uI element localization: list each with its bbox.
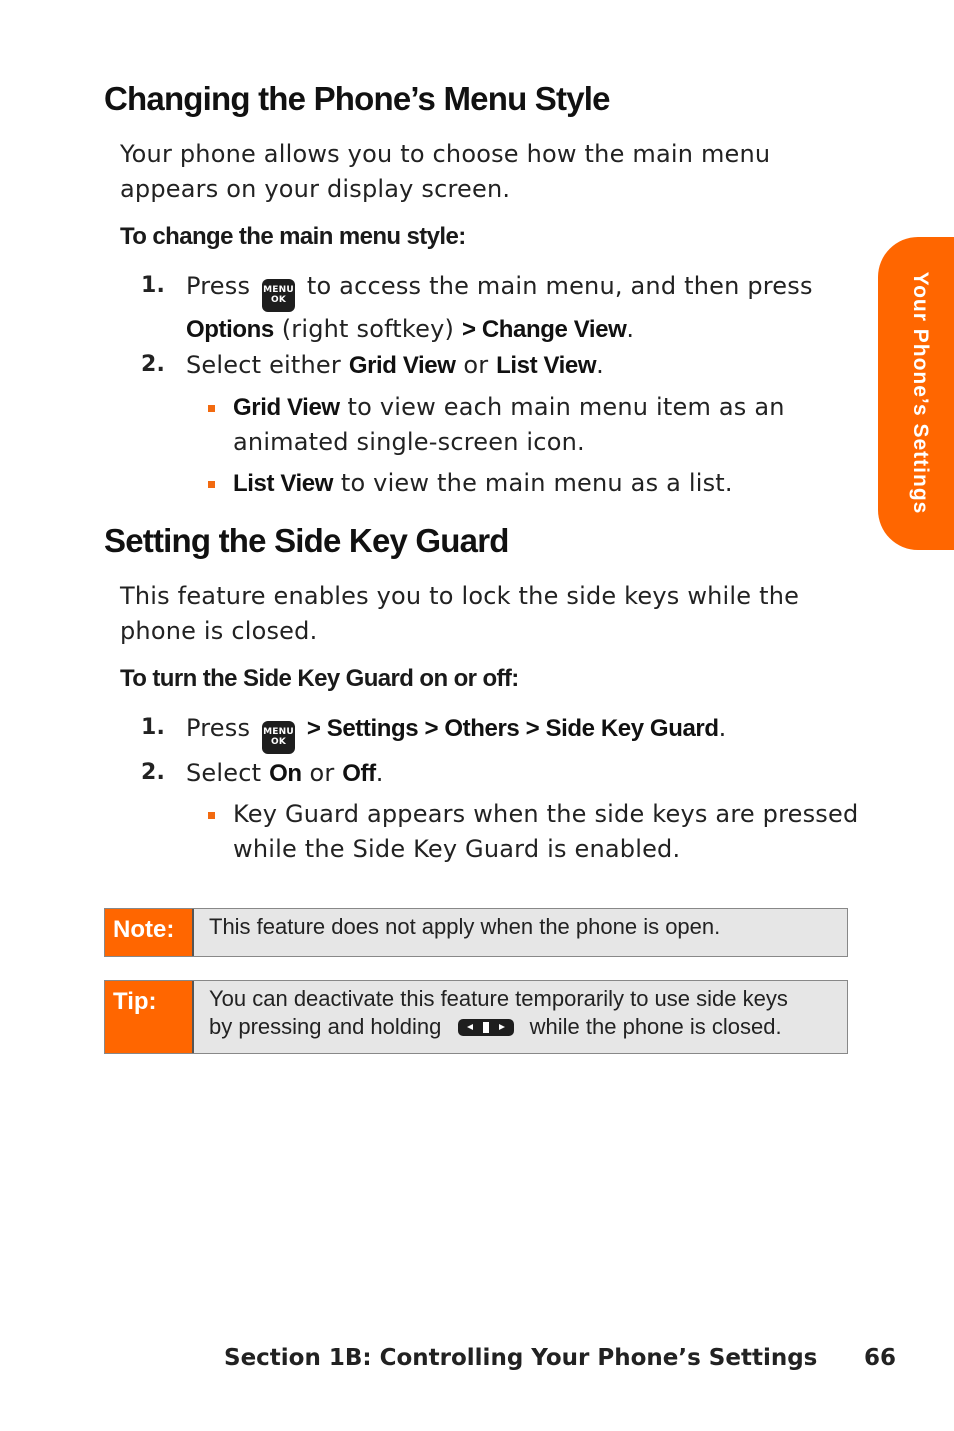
footer-section: Section 1B: Controlling Your Phone’s Settings [224,1345,818,1371]
tip-text: You can deactivate this feature temporarily to use side keys by pressing and holding while the phone is closed. [209,986,788,1039]
options-term: Options [186,316,274,343]
menu-ok-key-icon: MENU OK [262,279,295,312]
step-text: Press [186,272,251,300]
on-term: On [269,760,302,787]
side-key-guard-path: > Settings > Others > Side Key Guard [306,715,719,742]
step-number: 2. [141,352,166,377]
page-number: 66 [864,1345,897,1371]
step-text: Press [186,714,251,742]
note-text: This feature does not apply when the phone is open. [209,914,721,939]
grid-view-term: Grid View [348,352,456,379]
step-number: 1. [141,715,166,740]
side-key-intro: This feature enables you to lock the side keys while the phone is closed. [120,582,800,645]
menu-style-intro: Your phone allows you to choose how the main menu appears on your display screen. [120,140,771,203]
step-text: to access the main menu, and then press [306,272,813,300]
note-label: Note: [105,909,194,956]
step-text: Select [186,759,262,787]
side-key-icon [458,1019,514,1036]
change-view-path: > Change View [461,316,627,343]
off-term: Off [342,760,376,787]
heading-menu-style: Changing the Phone’s Menu Style [104,80,610,117]
step-number: 2. [141,760,166,785]
softkey-text: (right softkey) [281,315,455,343]
side-key-subheading: To turn the Side Key Guard on or off: [120,665,519,692]
bullet-icon [208,812,215,819]
bullet-icon [208,481,215,488]
note-callout [104,908,848,957]
step-number: 1. [141,273,166,298]
tip-callout [104,980,848,1054]
menu-style-subheading: To change the main menu style: [120,223,466,250]
tip-label: Tip: [105,981,194,1053]
side-tab-label: Your Phone’s Settings [909,271,932,515]
heading-side-key-guard: Setting the Side Key Guard [104,522,509,559]
menu-ok-key-icon: MENU OK [262,721,295,754]
bullet-icon [208,405,215,412]
list-view-term: List View [496,352,597,379]
step-text: Select either [186,351,341,379]
